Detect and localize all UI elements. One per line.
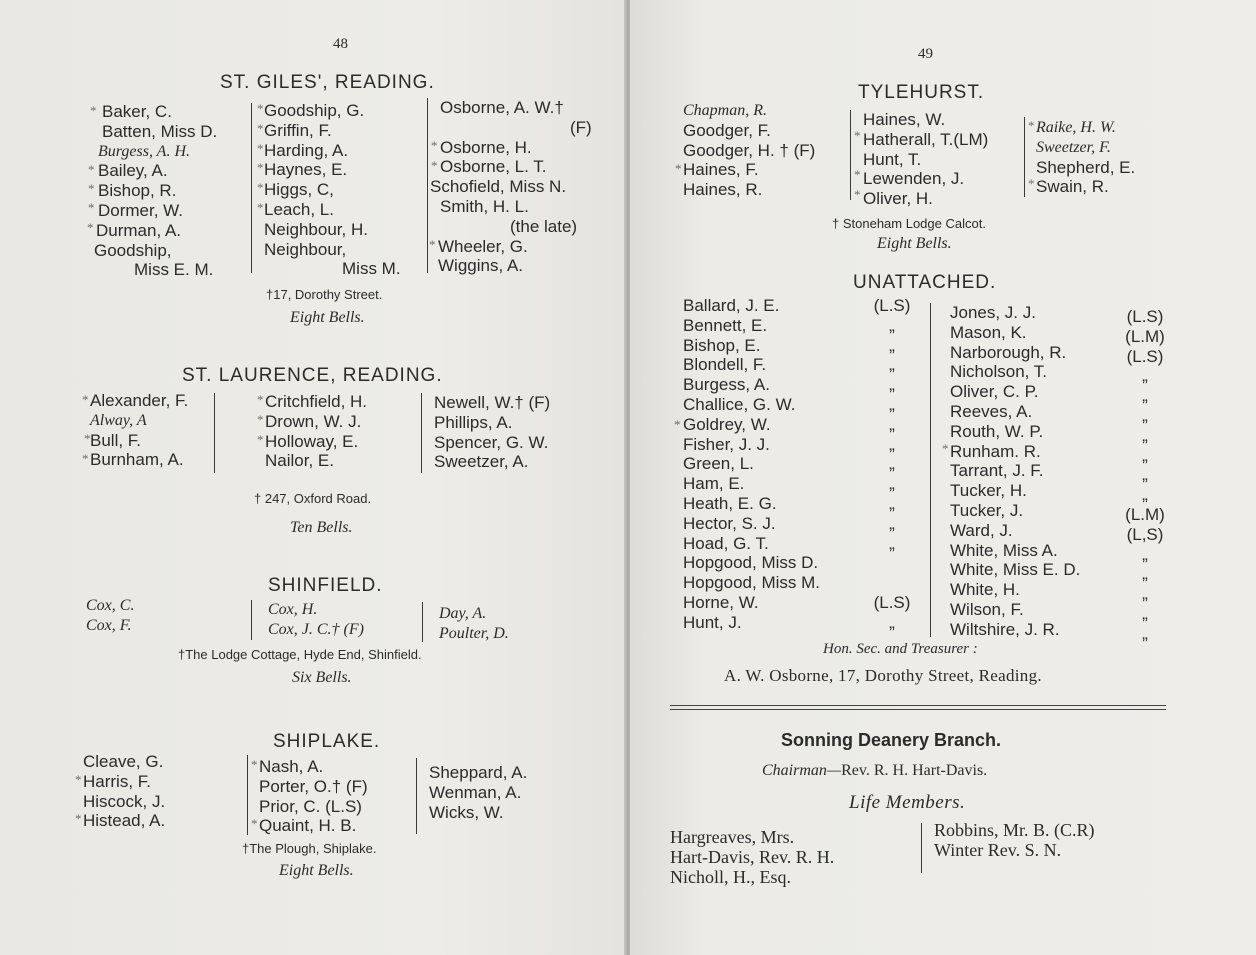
member-name: Phillips, A.: [434, 412, 513, 432]
member-name: Hart-Davis, Rev. R. H.: [670, 847, 835, 867]
st-giles-column-3: [430, 98, 592, 276]
member-name: Goodship, G.: [264, 101, 365, 120]
status-mark: „: [889, 454, 895, 474]
member-name: Tucker, H.: [950, 481, 1027, 501]
member-name: Quaint, H. B.: [259, 816, 357, 836]
column-divider: [251, 600, 252, 640]
member-name: Porter, O.† (F): [259, 776, 368, 796]
member-name: White, Miss E. D.: [950, 560, 1081, 580]
member-name: Hargreaves, Mrs.: [670, 827, 795, 847]
column-divider: [422, 602, 423, 642]
st-laurence-column-1: [90, 391, 188, 470]
member-name: Hatherall, T.(LM): [863, 129, 989, 149]
member-name: Newell, W.† (F): [434, 393, 551, 412]
section-title-shinfield: SHINFIELD.: [268, 575, 383, 596]
st-giles-column-2: [264, 101, 401, 279]
member-name: Lewenden, J.: [863, 169, 965, 189]
column-divider: [921, 823, 922, 873]
member-name: Narborough, R.: [950, 342, 1067, 362]
column-divider: [930, 303, 931, 637]
asterisk-mark: *: [257, 160, 264, 175]
member-name: Alway, A: [90, 411, 147, 429]
section-title-unattached: UNATTACHED.: [853, 272, 997, 293]
status-mark: „: [1142, 465, 1148, 485]
status-mark: (L.S): [873, 296, 911, 315]
member-name: Goodger, H. † (F): [683, 140, 816, 160]
member-name: Burnham, A.: [90, 450, 184, 470]
member-name: Osborne, A. W.†: [440, 98, 564, 117]
asterisk-mark: *: [90, 103, 97, 118]
member-name: Durman, A.: [96, 220, 182, 240]
column-divider: [850, 110, 851, 200]
member-name: Bishop, E.: [683, 335, 761, 355]
status-mark: „: [889, 493, 895, 513]
member-name: Cox, H.: [268, 601, 318, 618]
asterisk-mark: *: [257, 200, 264, 215]
member-name: Cox, J. C.† (F): [268, 620, 364, 638]
shiplake-column-1: [83, 752, 165, 831]
member-name: Hector, S. J.: [683, 513, 776, 533]
asterisk-mark: *: [429, 237, 436, 252]
member-name: Histead, A.: [83, 811, 166, 831]
left-page: [0, 0, 626, 955]
member-name: Raike, H. W.: [1036, 119, 1116, 136]
tylehurst-column-1: [683, 101, 815, 200]
bells-note: Eight Bells.: [279, 862, 354, 879]
member-name: Nailor, E.: [265, 451, 334, 471]
status-mark: „: [1142, 584, 1148, 604]
member-name: Miss M.: [342, 259, 401, 279]
secretary-label: Hon. Sec. and Treasurer :: [823, 641, 978, 657]
column-divider: [427, 98, 428, 273]
member-name: Sweetzer, F.: [1036, 138, 1111, 156]
page-number-right: 49: [918, 46, 933, 62]
member-name: Dormer, W.: [98, 200, 184, 220]
member-name: Wheeler, G.: [438, 236, 528, 256]
member-name: Batten, Miss D.: [102, 121, 218, 141]
asterisk-mark: *: [75, 811, 82, 826]
member-name: Hunt, T.: [863, 149, 922, 169]
section-title-tylehurst: TYLEHURST.: [858, 82, 985, 103]
member-name: Wenman, A.: [429, 782, 522, 802]
bells-note: Ten Bells.: [290, 519, 353, 536]
asterisk-mark: *: [854, 187, 861, 202]
member-name: Osborne, H.: [440, 137, 532, 157]
page-number-left: 48: [333, 36, 348, 52]
member-name: Cleave, G.: [83, 752, 164, 771]
member-name: Spencer, G. W.: [434, 432, 549, 452]
column-divider: [416, 758, 417, 834]
asterisk-mark: *: [88, 181, 95, 196]
asterisk-mark: *: [257, 412, 264, 427]
member-name: Shepherd, E.: [1036, 157, 1136, 177]
status-mark: [862, 553, 922, 573]
member-name: Leach, L.: [264, 199, 334, 219]
member-name: Hunt, J.: [683, 612, 742, 632]
shiplake-column-3: [429, 763, 527, 822]
asterisk-mark: *: [257, 121, 264, 136]
member-name: Ward, J.: [950, 520, 1013, 540]
tylehurst-column-3: [1036, 118, 1135, 197]
member-name: Goodger, F.: [683, 120, 771, 140]
status-mark: „: [889, 434, 895, 454]
member-name: Robbins, Mr. B. (C.R): [934, 820, 1095, 840]
asterisk-mark: *: [854, 128, 861, 143]
member-name: Green, L.: [683, 454, 754, 474]
status-mark: „: [889, 315, 895, 335]
unattached-column-2-status: [1114, 307, 1176, 644]
member-name: Jones, J. J.: [950, 303, 1036, 322]
asterisk-mark: *: [257, 141, 264, 156]
member-name: Hopgood, Miss D.: [683, 553, 819, 573]
tower-address: † Stoneham Lodge Calcot.: [832, 216, 986, 231]
status-mark: „: [889, 335, 895, 355]
bells-note: Eight Bells.: [877, 235, 952, 252]
member-name: Runham. R.: [950, 441, 1041, 461]
member-name: (F): [570, 117, 592, 137]
member-name: Reeves, A.: [950, 401, 1033, 421]
member-name: Sheppard, A.: [429, 763, 528, 782]
unattached-column-1-status: [862, 296, 922, 633]
member-name: Baker, C.: [102, 102, 172, 121]
st-laurence-column-2: [265, 392, 367, 471]
status-mark: (L,S): [1126, 524, 1164, 544]
asterisk-mark: *: [674, 417, 681, 432]
section-rule: [670, 705, 1166, 706]
member-name: White, Miss A.: [950, 540, 1058, 560]
member-name: Prior, C. (L.S): [259, 796, 362, 816]
column-divider: [1024, 117, 1025, 197]
member-name: Bennett, E.: [683, 315, 768, 335]
member-name: Hopgood, Miss M.: [683, 573, 820, 593]
member-name: Bailey, A.: [98, 161, 168, 181]
member-name: Haines, F.: [683, 160, 759, 180]
status-mark: (L.M): [1125, 504, 1165, 524]
member-name: Haines, R.: [683, 180, 763, 200]
right-page: [630, 0, 1256, 955]
status-mark: „: [1142, 564, 1148, 584]
asterisk-mark: *: [251, 816, 258, 831]
member-name: Schofield, Miss N.: [430, 177, 567, 197]
member-name: Harris, F.: [83, 771, 151, 791]
member-name: Osborne, L. T.: [440, 157, 547, 177]
member-name: Routh, W. P.: [950, 421, 1044, 441]
column-divider: [214, 393, 215, 473]
member-name: Swain, R.: [1036, 177, 1109, 197]
tower-address: † 247, Oxford Road.: [254, 491, 372, 506]
asterisk-mark: *: [257, 392, 264, 407]
member-name: Neighbour,: [264, 239, 347, 259]
shinfield-column-1: [86, 596, 134, 636]
member-name: Challice, G. W.: [683, 394, 796, 414]
status-mark: „: [1142, 603, 1148, 623]
member-name: Wicks, W.: [429, 802, 504, 822]
member-name: Higgs, C,: [264, 180, 334, 200]
member-name: Goldrey, W.: [683, 414, 771, 434]
member-name: (the late): [510, 216, 578, 236]
tylehurst-column-2: [863, 110, 988, 209]
status-mark: [862, 573, 922, 593]
status-mark: „: [889, 355, 895, 375]
status-mark: „: [889, 612, 895, 632]
member-name: Goodship,: [94, 240, 172, 260]
member-name: Nicholson, T.: [950, 362, 1048, 382]
status-mark: (L.S): [873, 592, 911, 612]
member-name: Tucker, J.: [950, 500, 1024, 520]
member-name: Horne, W.: [683, 592, 759, 612]
status-mark: (L.S): [1126, 346, 1164, 366]
asterisk-mark: *: [88, 200, 95, 215]
asterisk-mark: *: [854, 167, 861, 182]
member-name: Haines, W.: [863, 110, 946, 129]
shinfield-column-3: [439, 604, 509, 644]
member-name: Chapman, R.: [683, 102, 767, 119]
status-mark: „: [1142, 445, 1148, 465]
asterisk-mark: *: [87, 220, 94, 235]
asterisk-mark: *: [82, 392, 89, 407]
tower-address: †17, Dorothy Street.: [266, 287, 383, 302]
member-name: Hiscock, J.: [83, 791, 166, 811]
column-divider: [247, 755, 248, 835]
asterisk-mark: *: [257, 101, 264, 116]
asterisk-mark: *: [431, 138, 438, 153]
status-mark: „: [889, 375, 895, 395]
status-mark: (L.S): [1126, 307, 1164, 326]
bells-note: Six Bells.: [292, 669, 352, 686]
member-name: Wiggins, A.: [438, 256, 524, 276]
chairman-name: Rev. R. H. Hart-Davis.: [841, 762, 988, 779]
member-name: Holloway, E.: [265, 431, 359, 451]
member-name: Smith, H. L.: [440, 196, 529, 216]
status-mark: (L.M): [1125, 326, 1165, 346]
member-name: Harding, A.: [264, 140, 349, 160]
member-name: Oliver, C. P.: [950, 382, 1039, 402]
asterisk-mark: *: [431, 158, 438, 173]
status-mark: „: [889, 533, 895, 553]
status-mark: „: [1142, 386, 1148, 406]
member-name: Cox, C.: [86, 597, 135, 614]
member-name: Cox, F.: [86, 616, 132, 634]
member-name: Sweetzer, A.: [434, 452, 529, 472]
member-name: Haynes, E.: [264, 160, 348, 180]
unattached-column-2: [950, 303, 1130, 640]
section-title-st-giles: ST. GILES', READING.: [220, 72, 435, 93]
status-mark: „: [889, 513, 895, 533]
section-title-shiplake: SHIPLAKE.: [273, 731, 381, 752]
asterisk-mark: *: [84, 431, 91, 446]
member-name: Alexander, F.: [90, 391, 189, 410]
member-name: Burgess, A. H.: [98, 142, 190, 160]
member-name: White, H.: [950, 580, 1020, 600]
member-name: Ham, E.: [683, 474, 745, 494]
member-name: Nicholl, H., Esq.: [670, 867, 791, 887]
st-giles-column-1: [90, 102, 218, 280]
tower-address: †The Plough, Shiplake.: [242, 841, 377, 856]
member-name: Bull, F.: [90, 430, 142, 450]
member-name: Fisher, J. J.: [683, 434, 770, 454]
asterisk-mark: *: [257, 432, 264, 447]
section-rule: [670, 709, 1166, 710]
member-name: Hoad, G. T.: [683, 533, 769, 553]
asterisk-mark: *: [82, 451, 89, 466]
member-name: Tarrant, J. F.: [950, 461, 1044, 481]
st-laurence-column-3: [434, 393, 550, 472]
column-divider: [421, 393, 422, 473]
tower-address: †The Lodge Cottage, Hyde End, Shinfield.: [178, 647, 422, 662]
status-mark: „: [1142, 425, 1148, 445]
asterisk-mark: *: [257, 180, 264, 195]
asterisk-mark: *: [1028, 118, 1035, 133]
column-divider: [251, 103, 252, 273]
member-name: Winter Rev. S. N.: [934, 840, 1062, 860]
asterisk-mark: *: [75, 772, 82, 787]
member-name: Miss E. M.: [134, 260, 214, 280]
chairman-label: Chairman—: [762, 762, 842, 779]
life-members-column-1: [670, 827, 834, 887]
member-name: Mason, K.: [950, 322, 1027, 342]
life-members-heading: Life Members.: [849, 792, 966, 813]
member-name: Heath, E. G.: [683, 493, 777, 513]
status-mark: „: [889, 474, 895, 494]
member-name: Drown, W. J.: [265, 411, 362, 431]
member-name: Oliver, H.: [863, 189, 933, 209]
life-members-column-2: [934, 820, 1095, 860]
secretary-details: A. W. Osborne, 17, Dorothy Street, Reading.: [724, 666, 1042, 685]
status-mark: „: [1142, 485, 1148, 505]
member-name: Neighbour, H.: [264, 219, 368, 239]
status-mark: „: [889, 394, 895, 414]
bells-note: Eight Bells.: [290, 309, 365, 326]
member-name: Burgess, A.: [683, 375, 770, 395]
asterisk-mark: *: [942, 441, 949, 456]
member-name: Wiltshire, J. R.: [950, 619, 1060, 639]
chairman-line: [762, 762, 987, 780]
asterisk-mark: *: [675, 161, 682, 176]
asterisk-mark: *: [88, 162, 95, 177]
asterisk-mark: *: [1028, 176, 1035, 191]
shiplake-column-2: [259, 757, 368, 836]
member-name: Poulter, D.: [439, 624, 509, 642]
section-title-st-laurence: ST. LAURENCE, READING.: [182, 365, 443, 386]
member-name: Nash, A.: [259, 757, 324, 776]
section-title-sonning: Sonning Deanery Branch.: [781, 730, 1002, 750]
asterisk-mark: *: [251, 757, 258, 772]
member-name: Ballard, J. E.: [683, 296, 780, 315]
member-name: Day, A.: [439, 605, 487, 622]
status-mark: „: [1142, 366, 1148, 386]
member-name: Wilson, F.: [950, 599, 1024, 619]
status-mark: „: [1142, 623, 1148, 643]
member-name: Griffin, F.: [264, 120, 332, 140]
status-mark: „: [1142, 544, 1148, 564]
member-name: Blondell, F.: [683, 355, 767, 375]
status-mark: „: [889, 414, 895, 434]
member-name: Critchfield, H.: [265, 392, 368, 411]
status-mark: „: [1142, 405, 1148, 425]
shinfield-column-2: [268, 600, 364, 640]
member-name: Bishop, R.: [98, 181, 177, 201]
